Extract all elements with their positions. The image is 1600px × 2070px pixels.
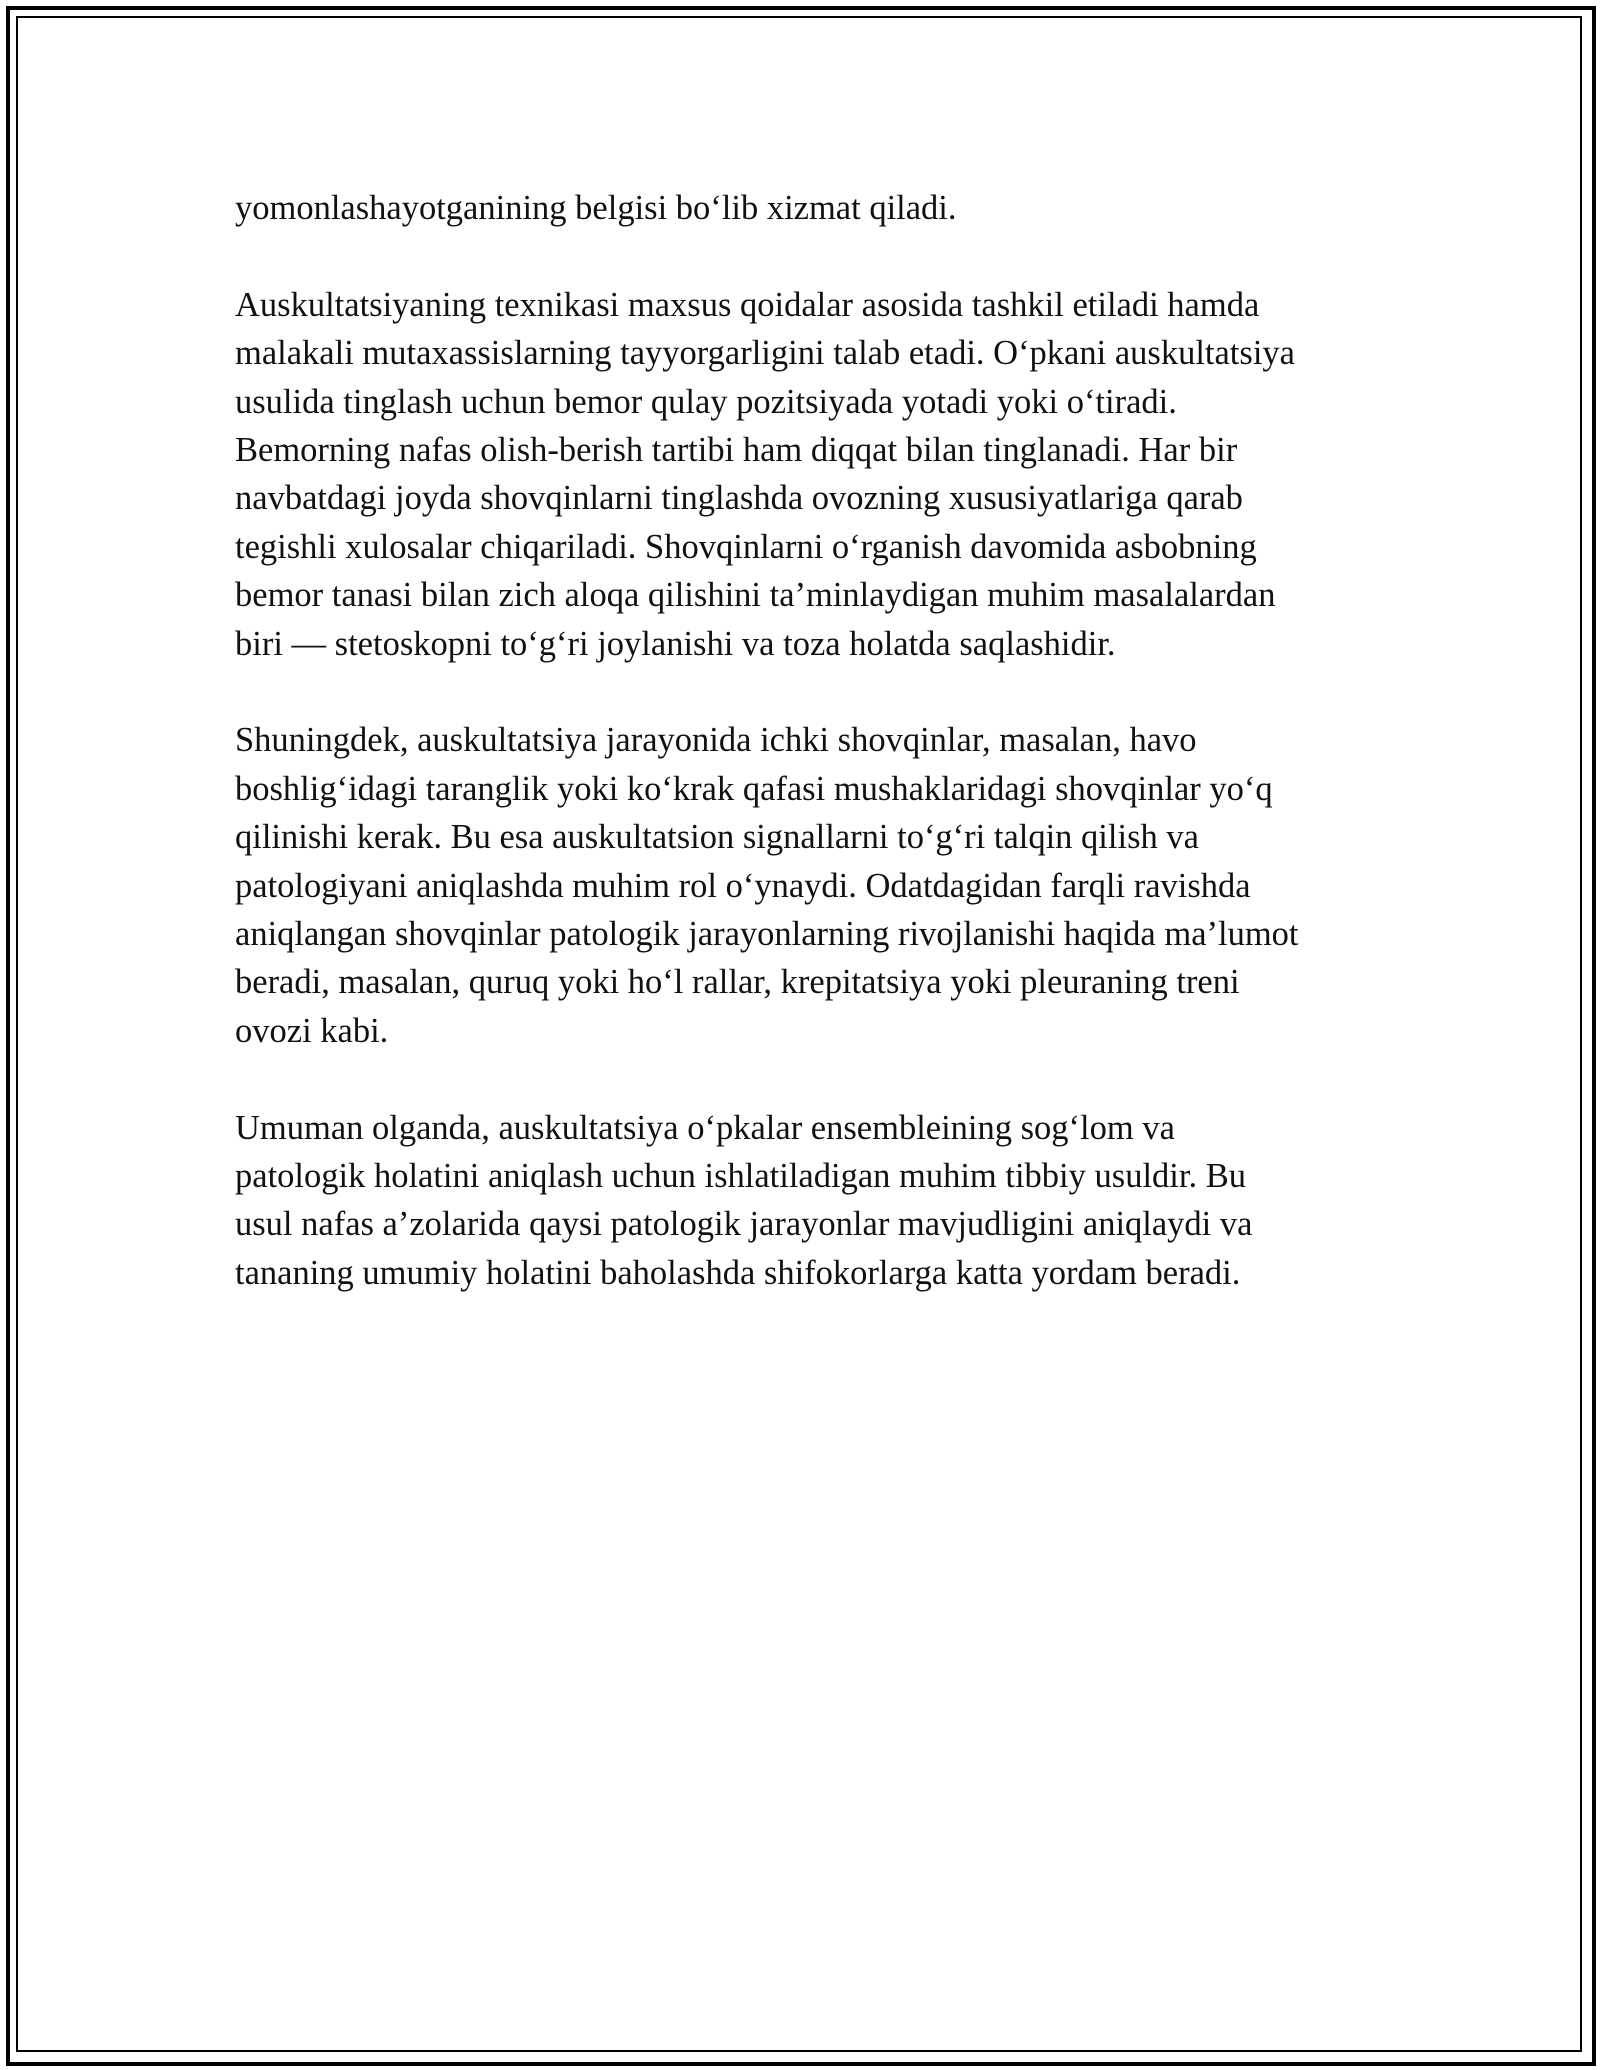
paragraph-4: [235, 1104, 1395, 1298]
text-line: biri — stetoskopni to‘g‘ri joylanishi va toza holatda saqlashidir.: [235, 624, 1116, 663]
paragraph-2: [235, 281, 1395, 668]
text-line: boshlig‘idagi taranglik yoki ko‘krak qafasi mushaklaridagi shovqinlar yo‘q: [235, 769, 1273, 808]
text-line: yomonlashayotganining belgisi bo‘lib xizmat qiladi.: [235, 189, 957, 227]
text-line: tananing umumiy holatini baholashda shifokorlarga katta yordam beradi.: [235, 1253, 1241, 1292]
text-line: navbatdagi joyda shovqinlarni tinglashda ovozning xususiyatlariga qarab: [235, 479, 1243, 518]
document-body: [235, 184, 1395, 1346]
text-line: tegishli xulosalar chiqariladi. Shovqinlarni o‘rganish davomida asbobning: [235, 527, 1257, 566]
text-line: Auskultatsiyaning texnikasi maxsus qoidalar asosida tashkil etiladi hamda: [235, 285, 1260, 324]
text-line: aniqlangan shovqinlar patologik jarayonlarning rivojlanishi haqida ma’lumot: [235, 915, 1299, 954]
text-line: ovozi kabi.: [235, 1011, 389, 1050]
text-line: beradi, masalan, quruq yoki ho‘l rallar, krepitatsiya yoki pleuraning treni: [235, 963, 1240, 1002]
text-line: Shuningdek, auskultatsiya jarayonida ichki shovqinlar, masalan, havo: [235, 721, 1197, 760]
text-line: qilinishi kerak. Bu esa auskultatsion signallarni to‘g‘ri talqin qilish va: [235, 818, 1199, 857]
text-line: Umuman olganda, auskultatsiya o‘pkalar ensembleining sog‘lom va: [235, 1108, 1175, 1147]
text-line: malakali mutaxassislarning tayyorgarligini talab etadi. O‘pkani auskultatsiya: [235, 334, 1295, 373]
paragraph-3: [235, 716, 1395, 1055]
text-line: bemor tanasi bilan zich aloqa qilishini ta’minlaydigan muhim masalalardan: [235, 576, 1276, 615]
text-line: patologiyani aniqlashda muhim rol o‘ynaydi. Odatdagidan farqli ravishda: [235, 866, 1251, 905]
text-line: usul nafas a’zolarida qaysi patologik jarayonlar mavjudligini aniqlaydi va: [235, 1205, 1253, 1244]
text-line: usulida tinglash uchun bemor qulay pozitsiyada yotadi yoki o‘tiradi.: [235, 382, 1177, 421]
paragraph-1: [235, 184, 1395, 232]
text-line: Bemorning nafas olish-berish tartibi ham diqqat bilan tinglanadi. Har bir: [235, 431, 1238, 470]
text-line: patologik holatini aniqlash uchun ishlatiladigan muhim tibbiy usuldir. Bu: [235, 1157, 1246, 1196]
